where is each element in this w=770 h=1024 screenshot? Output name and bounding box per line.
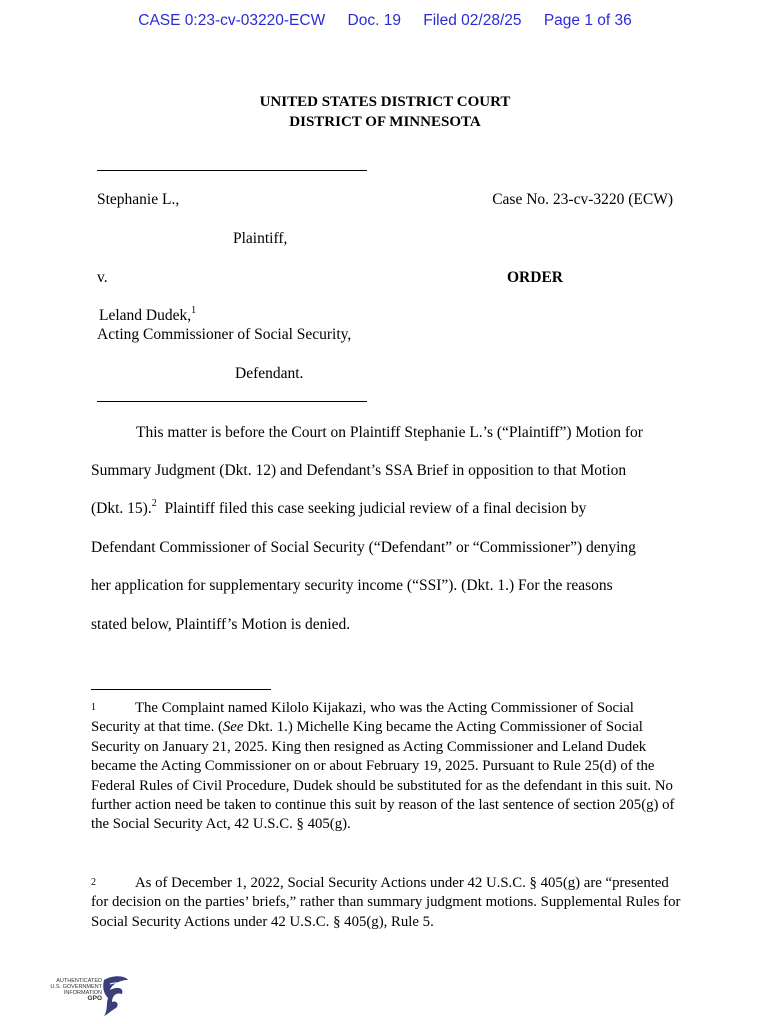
body-line-3-end: Plaintiff filed this case seeking judicial review of a final decision by: [164, 500, 587, 517]
body-line-3: [91, 500, 586, 518]
court-name: UNITED STATES DISTRICT COURT: [259, 94, 511, 110]
body-line-6: stated below, Plaintiff’s Motion is denied.: [91, 616, 351, 633]
body-line-2: Summary Judgment (Dkt. 12) and Defendant’s SSA Brief in opposition to that Motion: [91, 462, 627, 479]
defendant-name-text: Leland Dudek,: [99, 307, 192, 324]
body-line-5: her application for supplementary security income (“SSI”). (Dkt. 1.) For the reasons: [91, 577, 613, 594]
footnote-ref-2[interactable]: 2: [151, 498, 157, 509]
gpo-seal-text: [40, 978, 102, 1002]
plaintiff-label: Plaintiff,: [233, 230, 288, 247]
footnote-1-text-a: The Complaint named Kilolo Kijakazi, who was the Acting Commissioner of Social Security at that time. (: [91, 700, 634, 736]
body-line-4: Defendant Commissioner of Social Security (“Defendant” or “Commissioner”) denying: [91, 539, 636, 556]
body-line-1: This matter is before the Court on Plaintiff Stephanie L.’s (“Plaintiff”) Motion for: [136, 424, 643, 441]
gpo-authentication-seal: [38, 974, 133, 1018]
defendant-label: Defendant.: [235, 365, 304, 382]
gpo-line-1: AUTHENTICATED: [56, 978, 102, 984]
versus: v.: [97, 269, 108, 286]
doc-number-header: Doc. 19: [347, 12, 401, 29]
footnote-1-see: See: [222, 719, 244, 736]
defendant-title: Acting Commissioner of Social Security,: [97, 326, 352, 343]
caption-rule-bottom: [97, 401, 367, 402]
footnote-1-text-b: Dkt. 1.) Michelle King became the Acting Commissioner of Social Security on January 21, 2025. King then resigned as Acting Commissioner and Leland Dudek became the Acting Commissioner on or about February 19, 2025. Pursuant to Rule 25(d) of the Federal Rules of Civil Procedure, Dudek should be substituted for as the defendant in this suit. No further action need be taken to continue this suit by reason of the last sentence of section 205(g) of the Social Security Act, 42 U.S.C. § 405(g).: [91, 719, 675, 833]
body-line-3-start: (Dkt. 15).: [91, 500, 152, 517]
footnote-separator: [91, 689, 271, 690]
order-title: ORDER: [507, 269, 563, 286]
eagle-icon: [100, 974, 132, 1018]
gpo-line-4: GPO: [87, 995, 102, 1002]
footnote-2: [91, 874, 683, 932]
filing-header: [0, 12, 770, 30]
plaintiff-name: Stephanie L.,: [97, 191, 180, 208]
footnote-1: [91, 699, 683, 835]
defendant-name: [99, 307, 196, 325]
gpo-line-3: INFORMATION: [63, 990, 102, 996]
case-number-header: CASE 0:23-cv-03220-ECW: [138, 12, 326, 29]
footnote-2-number: 2: [91, 877, 96, 888]
court-district: DISTRICT OF MINNESOTA: [289, 114, 481, 130]
caption-rule-top: [97, 170, 367, 171]
filed-date-header: Filed 02/28/25: [423, 12, 522, 29]
footnote-1-number: 1: [91, 702, 96, 713]
gpo-line-2: U.S. GOVERNMENT: [50, 984, 102, 990]
page-count-header: Page 1 of 36: [543, 12, 632, 29]
footnote-2-text: As of December 1, 2022, Social Security Actions under 42 U.S.C. § 405(g) are “presented for decision on the parties’ briefs,” rather than summary judgment motions. Supplemental Rules for Social Security Actions under 42 U.S.C. § 405(g), Rule 5.: [91, 875, 681, 930]
case-number: Case No. 23-cv-3220 (ECW): [492, 191, 673, 208]
footnote-ref-1[interactable]: 1: [191, 305, 197, 316]
